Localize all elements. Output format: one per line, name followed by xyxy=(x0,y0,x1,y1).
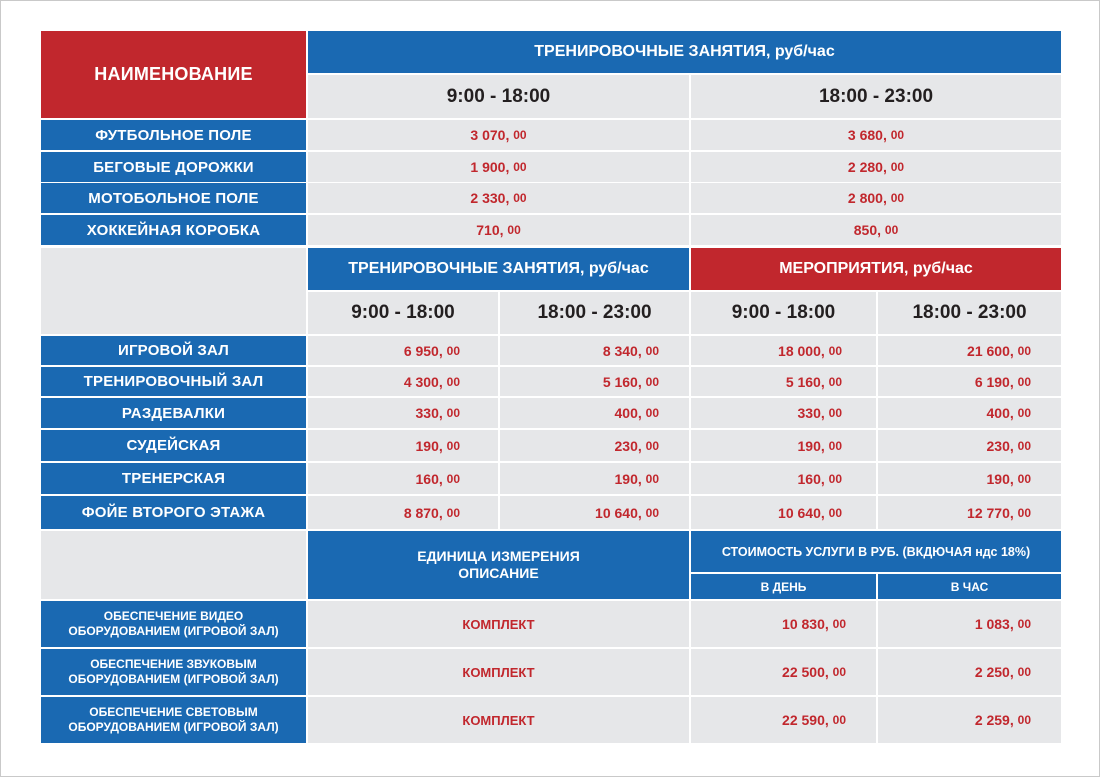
price-integer: 10 640, xyxy=(778,504,825,521)
per-hour-header: В ЧАС xyxy=(878,574,1061,599)
unit-header-line1: ЕДИНИЦА ИЗМЕРЕНИЯ xyxy=(417,548,580,564)
price-integer: 2 259, xyxy=(974,712,1014,728)
price-integer: 190, xyxy=(986,470,1014,487)
price-integer: 160, xyxy=(415,470,443,487)
cost-per-hour xyxy=(878,601,1061,647)
price-decimal: 00 xyxy=(832,713,846,727)
training-day-price xyxy=(308,496,498,529)
price-decimal: 00 xyxy=(507,223,521,237)
training-day-price xyxy=(308,367,498,396)
events-day-price xyxy=(691,463,876,494)
price-integer: 6 190, xyxy=(974,373,1014,390)
section1-evening-price xyxy=(691,120,1061,150)
price-decimal: 00 xyxy=(832,617,846,631)
price-integer: 5 160, xyxy=(785,373,825,390)
cost-per-hour xyxy=(878,697,1061,743)
section1-row-name: БЕГОВЫЕ ДОРОЖКИ xyxy=(41,152,306,182)
unit-header xyxy=(308,531,689,599)
training-day-price xyxy=(308,336,498,365)
training-time-day: 9:00 - 18:00 xyxy=(308,292,498,334)
price-integer: 230, xyxy=(614,437,642,454)
section3-row-name-line2: ОБОРУДОВАНИЕМ (ИГРОВОЙ ЗАЛ) xyxy=(68,624,279,638)
price-decimal: 00 xyxy=(446,406,460,420)
price-integer: 22 590, xyxy=(782,712,829,728)
training-day-price xyxy=(308,463,498,494)
section2-row-name: РАЗДЕВАЛКИ xyxy=(41,398,306,428)
price-integer: 710, xyxy=(476,222,504,238)
events-day-price xyxy=(691,367,876,396)
events-day-price xyxy=(691,496,876,529)
training-time-evening: 18:00 - 23:00 xyxy=(500,292,689,334)
section1-day-price xyxy=(308,183,689,213)
price-integer: 22 500, xyxy=(782,664,829,680)
price-integer: 230, xyxy=(986,437,1014,454)
events-evening-price xyxy=(878,430,1061,461)
price-integer: 1 083, xyxy=(974,616,1014,632)
section1-row-name: ХОККЕЙНАЯ КОРОБКА xyxy=(41,215,306,245)
price-integer: 4 300, xyxy=(403,373,443,390)
events-time-evening: 18:00 - 23:00 xyxy=(878,292,1061,334)
section3-corner xyxy=(41,531,306,599)
price-integer: 2 800, xyxy=(847,190,887,206)
section3-row-name-line2: ОБОРУДОВАНИЕМ (ИГРОВОЙ ЗАЛ) xyxy=(68,720,279,734)
section3-row-name xyxy=(41,601,306,647)
price-decimal: 00 xyxy=(890,160,905,174)
price-integer: 2 330, xyxy=(470,190,510,206)
price-integer: 5 160, xyxy=(602,373,642,390)
price-integer: 850, xyxy=(853,222,881,238)
events-evening-price xyxy=(878,496,1061,529)
price-integer: 330, xyxy=(797,405,825,421)
training-evening-price xyxy=(500,496,689,529)
price-integer: 2 280, xyxy=(847,159,887,175)
price-decimal: 00 xyxy=(645,374,659,389)
price-decimal: 00 xyxy=(446,374,460,389)
section2-row-name: ТРЕНЕРСКАЯ xyxy=(41,463,306,494)
price-decimal: 00 xyxy=(1017,471,1031,486)
section3-row-name xyxy=(41,649,306,695)
training-day-price xyxy=(308,398,498,428)
section1-row-name: МОТОБОЛЬНОЕ ПОЛЕ xyxy=(41,183,306,213)
price-decimal: 00 xyxy=(1017,617,1031,631)
price-decimal: 00 xyxy=(890,128,905,142)
section2-corner xyxy=(41,248,306,334)
price-integer: 1 900, xyxy=(470,159,510,175)
price-integer: 2 250, xyxy=(974,664,1014,680)
section3-row-name-line1: ОБЕСПЕЧЕНИЕ ВИДЕО xyxy=(103,609,244,623)
price-integer: 12 770, xyxy=(967,504,1014,521)
price-decimal: 00 xyxy=(446,505,460,520)
training-evening-price xyxy=(500,367,689,396)
section1-evening-price xyxy=(691,152,1061,182)
price-integer: 8 870, xyxy=(403,504,443,521)
price-integer: 190, xyxy=(415,437,443,454)
price-decimal: 00 xyxy=(828,374,842,389)
events-time-day: 9:00 - 18:00 xyxy=(691,292,876,334)
price-decimal: 00 xyxy=(1017,343,1031,358)
price-decimal: 00 xyxy=(1017,374,1031,389)
training-evening-price xyxy=(500,336,689,365)
price-decimal: 00 xyxy=(828,438,842,453)
unit-value: КОМПЛЕКТ xyxy=(308,697,689,743)
section2-row-name: ТРЕНИРОВОЧНЫЙ ЗАЛ xyxy=(41,367,306,396)
cost-per-hour xyxy=(878,649,1061,695)
time-day-header: 9:00 - 18:00 xyxy=(308,75,689,118)
price-integer: 6 950, xyxy=(403,342,443,359)
price-decimal: 00 xyxy=(828,505,842,520)
time-evening-header: 18:00 - 23:00 xyxy=(691,75,1061,118)
events-evening-price xyxy=(878,463,1061,494)
price-integer: 3 680, xyxy=(847,127,887,143)
cost-header: СТОИМОСТЬ УСЛУГИ В РУБ. (ВКДЮЧАЯ ндс 18%) xyxy=(691,531,1061,572)
section3-row-name-line2: ОБОРУДОВАНИЕМ (ИГРОВОЙ ЗАЛ) xyxy=(68,672,279,686)
name-header: НАИМЕНОВАНИЕ xyxy=(41,31,306,118)
price-decimal: 00 xyxy=(828,343,842,358)
price-integer: 10 830, xyxy=(782,616,829,632)
price-decimal: 00 xyxy=(832,665,846,679)
section1-evening-price xyxy=(691,183,1061,213)
price-integer: 190, xyxy=(614,470,642,487)
training-evening-price xyxy=(500,430,689,461)
price-decimal: 00 xyxy=(513,191,527,205)
price-integer: 400, xyxy=(614,405,642,421)
training-header: ТРЕНИРОВОЧНЫЕ ЗАНЯТИЯ, руб/час xyxy=(308,31,1061,73)
price-integer: 160, xyxy=(797,470,825,487)
price-integer: 400, xyxy=(986,405,1014,421)
price-integer: 10 640, xyxy=(595,504,642,521)
price-decimal: 00 xyxy=(1017,438,1031,453)
training-evening-price xyxy=(500,463,689,494)
price-integer: 8 340, xyxy=(602,342,642,359)
unit-header-line2: ОПИСАНИЕ xyxy=(458,565,539,581)
price-decimal: 00 xyxy=(446,471,460,486)
unit-value: КОМПЛЕКТ xyxy=(308,649,689,695)
section2-row-name: ФОЙЕ ВТОРОГО ЭТАЖА xyxy=(41,496,306,529)
price-integer: 330, xyxy=(415,405,443,421)
price-decimal: 00 xyxy=(1017,665,1031,679)
price-integer: 190, xyxy=(797,437,825,454)
section3-row-name xyxy=(41,697,306,743)
price-decimal: 00 xyxy=(1017,406,1031,420)
price-decimal: 00 xyxy=(645,505,659,520)
section3-row-name-line1: ОБЕСПЕЧЕНИЕ СВЕТОВЫМ xyxy=(89,705,258,719)
price-decimal: 00 xyxy=(645,471,659,486)
section1-day-price xyxy=(308,152,689,182)
section3-row-name-line1: ОБЕСПЕЧЕНИЕ ЗВУКОВЫМ xyxy=(90,657,257,671)
price-decimal: 00 xyxy=(645,438,659,453)
events-header: МЕРОПРИЯТИЯ, руб/час xyxy=(691,248,1061,290)
events-day-price xyxy=(691,398,876,428)
section2-row-name: ИГРОВОЙ ЗАЛ xyxy=(41,336,306,365)
events-evening-price xyxy=(878,336,1061,365)
section2-row-name: СУДЕЙСКАЯ xyxy=(41,430,306,461)
price-decimal: 00 xyxy=(884,223,899,237)
price-integer: 21 600, xyxy=(967,342,1014,359)
events-evening-price xyxy=(878,367,1061,396)
price-decimal: 00 xyxy=(645,343,659,358)
section1-row-name: ФУТБОЛЬНОЕ ПОЛЕ xyxy=(41,120,306,150)
section1-day-price xyxy=(308,120,689,150)
price-decimal: 00 xyxy=(828,471,842,486)
price-decimal: 00 xyxy=(890,191,905,205)
cost-per-day xyxy=(691,649,876,695)
price-decimal: 00 xyxy=(1017,505,1031,520)
price-decimal: 00 xyxy=(446,343,460,358)
price-decimal: 00 xyxy=(828,406,842,420)
per-day-header: В ДЕНЬ xyxy=(691,574,876,599)
events-day-price xyxy=(691,430,876,461)
training-evening-price xyxy=(500,398,689,428)
price-decimal: 00 xyxy=(645,406,659,420)
price-decimal: 00 xyxy=(513,128,527,142)
price-integer: 3 070, xyxy=(470,127,510,143)
events-evening-price xyxy=(878,398,1061,428)
price-decimal: 00 xyxy=(513,160,527,174)
cost-per-day xyxy=(691,697,876,743)
training-day-price xyxy=(308,430,498,461)
price-decimal: 00 xyxy=(446,438,460,453)
training-header-2: ТРЕНИРОВОЧНЫЕ ЗАНЯТИЯ, руб/час xyxy=(308,248,689,290)
cost-per-day xyxy=(691,601,876,647)
events-day-price xyxy=(691,336,876,365)
section1-evening-price xyxy=(691,215,1061,245)
price-decimal: 00 xyxy=(1017,713,1031,727)
price-integer: 18 000, xyxy=(778,342,825,359)
section1-day-price xyxy=(308,215,689,245)
unit-value: КОМПЛЕКТ xyxy=(308,601,689,647)
